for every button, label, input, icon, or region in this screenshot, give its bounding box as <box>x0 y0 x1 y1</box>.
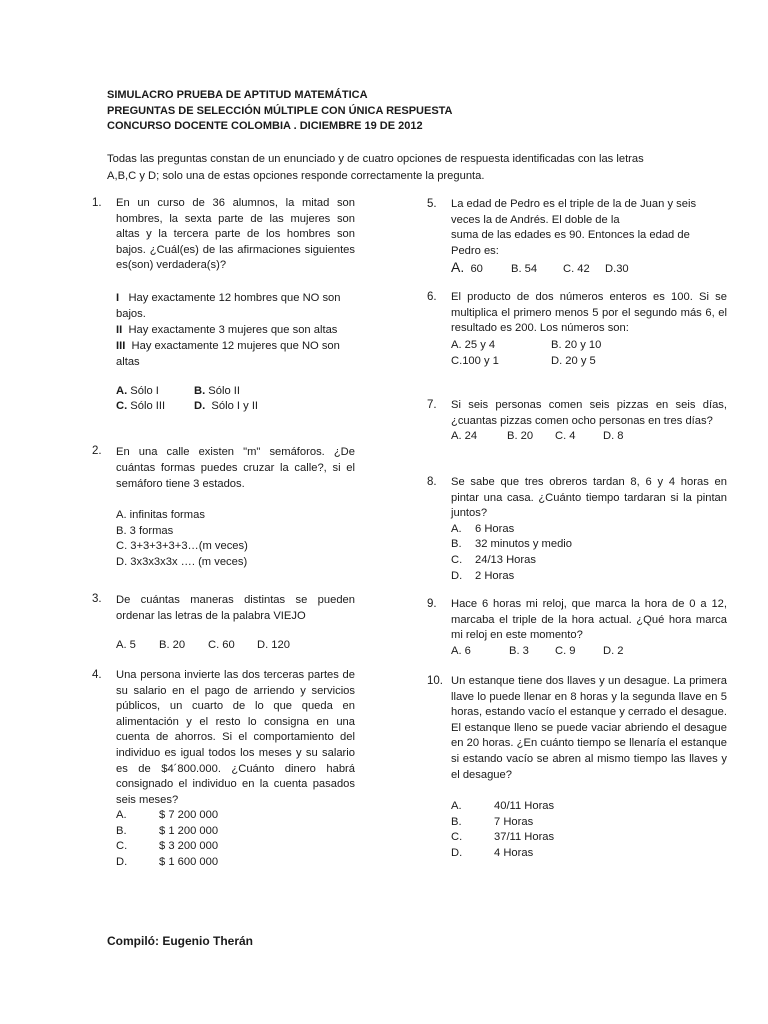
option-a[interactable]: A. infinitas formas <box>116 509 205 521</box>
option-b[interactable]: B. 3 <box>509 644 529 657</box>
question-4 <box>92 668 355 870</box>
question-text: En un curso de 36 alumnos, la mitad son hombres, la sexta parte de las mujeres son altas y la tercera parte de los hombres son bajos. ¿Cuál(es) de las afirmaciones siguientes es(son) verdadera(s)? <box>116 197 355 272</box>
question-text: Se sabe que tres obreros tardan 8, 6 y 4 horas en pintar una casa. ¿Cuánto tiempo tardaran si la pintan juntos? <box>451 476 727 520</box>
instructions-line-2: A,B,C y D; solo una de estas opciones responde correctamente la pregunta. <box>107 170 485 182</box>
option-c[interactable]: C. 3+3+3+3+3…(m veces) <box>116 540 248 553</box>
option-d[interactable]: D.30 <box>605 263 629 276</box>
question-3 <box>92 592 355 653</box>
document-header <box>107 88 453 135</box>
question-text: En una calle existen "m" semáforos. ¿De cuántas formas puedes cruzar la calle?, si el semáforo tiene 3 estados. <box>116 446 355 490</box>
option-b[interactable]: B. 3 formas <box>116 524 174 537</box>
question-number: 4. <box>92 669 102 681</box>
question-5 <box>427 197 727 278</box>
option-b[interactable]: B. 20 <box>159 639 186 651</box>
answer-options <box>451 644 727 659</box>
question-number: 3. <box>92 593 102 605</box>
option-d[interactable]: D. 2 Horas <box>451 569 515 582</box>
question-number: 7. <box>427 399 437 411</box>
question-text: Un estanque tiene dos llaves y un desague. La primera llave lo puede llenar en 8 horas y la segunda llave en 5 horas, estando vacío el estanque y cerrado el desague. El estanque lleno se puede vaciar abriendo el desague en 20 horas. ¿En cuánto tiempo se llenaría el estanque si estando vacío se abren al mismo tiempo las llaves y el desague? <box>451 675 727 781</box>
option-d[interactable]: D. 120 <box>257 639 290 651</box>
question-text: El producto de dos números enteros es 100. Si se multiplica el primero menos 5 por el segundo más 6, el resultado es 200. Los números son: <box>451 291 727 335</box>
option-d[interactable]: D. 8 <box>603 430 624 443</box>
statement-ii: II Hay exactamente 3 mujeres que son altas <box>116 323 338 336</box>
answer-options <box>451 799 727 861</box>
compiler-credit: Compiló: Eugenio Therán <box>107 934 253 948</box>
header-subtitle: PREGUNTAS DE SELECCIÓN MÚLTIPLE CON ÚNICA RESPUESTA <box>107 104 453 117</box>
option-c[interactable]: C. 60 <box>208 639 235 651</box>
header-event: CONCURSO DOCENTE COLOMBIA . DICIEMBRE 19 DE 2012 <box>107 120 423 132</box>
option-a[interactable]: A. 25 y 4 <box>451 338 496 351</box>
question-6 <box>427 290 727 369</box>
question-number: 9. <box>427 598 437 610</box>
question-text-line-2: veces la de Andrés. El doble de la <box>451 213 620 226</box>
question-number: 5. <box>427 198 437 210</box>
option-b[interactable]: B. Sólo II <box>194 384 241 397</box>
option-a[interactable]: A. 60 <box>451 259 483 276</box>
option-a[interactable]: A. 5 <box>116 639 136 651</box>
instructions-line-1: Todas las preguntas constan de un enunciado y de cuatro opciones de respuesta identificadas con las letras <box>107 153 644 165</box>
option-c[interactable]: C. 9 <box>555 644 576 657</box>
option-a[interactable]: A. $ 7 200 000 <box>116 809 219 822</box>
question-2 <box>92 444 355 570</box>
answer-options <box>116 638 355 653</box>
answer-options <box>116 808 355 870</box>
option-a[interactable]: A. Sólo I <box>116 384 159 397</box>
answer-options <box>116 384 355 415</box>
option-d[interactable]: D. 3x3x3x3x …. (m veces) <box>116 555 248 568</box>
question-1 <box>92 196 355 415</box>
option-b[interactable]: B. 54 <box>511 263 538 276</box>
question-text: De cuántas maneras distintas se pueden ordenar las letras de la palabra VIEJO <box>116 594 355 622</box>
option-d[interactable]: D. 2 <box>603 644 624 657</box>
question-number: 2. <box>92 445 102 457</box>
option-c[interactable]: C. Sólo III <box>116 400 166 413</box>
option-c[interactable]: C.100 y 1 <box>451 354 499 367</box>
option-b[interactable]: B. 20 <box>507 430 534 443</box>
option-d[interactable]: D. Sólo I y II <box>194 400 259 413</box>
statements <box>116 290 355 370</box>
answer-options <box>451 337 727 369</box>
question-8 <box>427 475 727 584</box>
option-c[interactable]: C. 37/11 Horas <box>451 831 555 844</box>
question-text-line-3: suma de las edades es 90. Entonces la edad de <box>451 229 690 242</box>
question-text: Una persona invierte las dos terceras partes de su salario en el pago de arriendo y servicios públicos, un cuarto de lo que queda en alimentación y el resto lo consigna en una cuenta de ahorros. Si el comportamiento del individuo es igual todos los meses y su salario es de $4´800.000. ¿Cuánto dinero habrá consignado el individuo en la cuenta pasados seis meses? <box>116 669 355 806</box>
option-d[interactable]: D. $ 1 600 000 <box>116 855 219 868</box>
question-text: Si seis personas comen seis pizzas en seis días, ¿cuantas pizzas comen ocho personas en tres días? <box>451 399 727 427</box>
option-a[interactable]: A. 6 <box>451 644 471 657</box>
option-a[interactable]: A. 40/11 Horas <box>451 800 555 813</box>
question-number: 10. <box>427 675 443 687</box>
header-title: SIMULACRO PRUEBA DE APTITUD MATEMÁTICA <box>107 89 368 101</box>
question-text-line-1: La edad de Pedro es el triple de la de Juan y seis <box>451 198 697 210</box>
option-b[interactable]: B. 20 y 10 <box>551 338 602 351</box>
option-d[interactable]: D. 4 Horas <box>451 846 534 859</box>
option-b[interactable]: B. 7 Horas <box>451 815 534 828</box>
option-c[interactable]: C. $ 3 200 000 <box>116 840 219 853</box>
option-c[interactable]: C. 42 <box>563 263 590 276</box>
option-c[interactable]: C. 4 <box>555 430 576 443</box>
question-text: Hace 6 horas mi reloj, que marca la hora de 0 a 12, marcaba el triple de la hora actual. ¿Qué hora marca mi reloj en este momento? <box>451 598 727 642</box>
statement-i: I Hay exactamente 12 hombres que NO son bajos. <box>116 291 341 320</box>
option-a[interactable]: A. 6 Horas <box>451 522 515 535</box>
option-b[interactable]: B. 32 minutos y medio <box>451 538 573 551</box>
question-text-line-4: Pedro es: <box>451 244 499 257</box>
statement-iii: III Hay exactamente 12 mujeres que NO son altas <box>116 339 340 368</box>
answer-options <box>451 522 727 584</box>
option-b[interactable]: B. $ 1 200 000 <box>116 824 219 837</box>
option-c[interactable]: C. 24/13 Horas <box>451 553 536 566</box>
answer-options <box>451 429 727 444</box>
question-number: 8. <box>427 476 437 488</box>
answer-options <box>451 260 727 278</box>
question-10 <box>427 674 727 861</box>
question-9 <box>427 597 727 659</box>
instructions <box>107 151 687 185</box>
answer-options <box>116 508 355 570</box>
question-number: 6. <box>427 291 437 303</box>
question-number: 1. <box>92 197 102 209</box>
option-a[interactable]: A. 24 <box>451 430 478 443</box>
option-d[interactable]: D. 20 y 5 <box>551 354 596 367</box>
question-7 <box>427 398 727 445</box>
